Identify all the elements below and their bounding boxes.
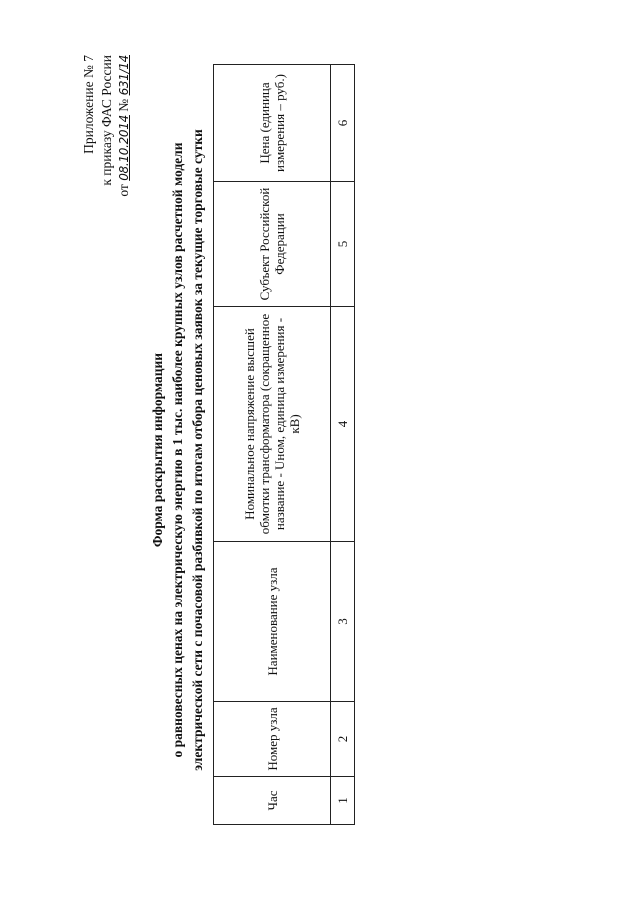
handwritten-date: 08.10.2014 xyxy=(117,115,131,181)
table-header-row xyxy=(214,65,331,825)
column-number: 1 xyxy=(331,777,355,825)
column-number: 4 xyxy=(331,307,355,542)
form-subtitle-line-1: о равновесных ценах на электрическую энергию в 1 тыс. наиболее крупных узлов расчетной модели xyxy=(170,142,185,758)
appendix-block xyxy=(80,55,134,255)
appendix-title: Приложение № 7 xyxy=(81,55,96,154)
appendix-order-ref: к приказу ФАС России xyxy=(98,55,114,186)
header-nominal-voltage: Номинальное напряжение высшей обмотки трансформатора (сокращенное название - Uном, единица измерения - кВ) xyxy=(214,307,331,542)
table-number-row xyxy=(331,65,355,825)
header-node-number: Номер узла xyxy=(214,702,331,777)
number-sign: № xyxy=(116,98,131,112)
header-hour: Час xyxy=(214,777,331,825)
date-prefix: от xyxy=(116,184,131,197)
handwritten-number: 631/14 xyxy=(117,55,131,96)
appendix-date-line xyxy=(115,55,134,255)
form-title: Форма раскрытия информации xyxy=(150,352,165,548)
header-node-name: Наименование узла xyxy=(214,542,331,702)
disclosure-table xyxy=(213,64,355,825)
column-number: 3 xyxy=(331,542,355,702)
column-number: 5 xyxy=(331,182,355,307)
header-price: Цена (единица измерения – руб.) xyxy=(214,65,331,182)
header-federal-subject: Субъект Российской Федерации xyxy=(214,182,331,307)
form-subtitle-line-2: электрической сети с почасовой разбивкой по итогам отбора ценовых заявок за текущие торговые сутки xyxy=(190,129,205,771)
form-heading xyxy=(148,70,208,830)
column-number: 2 xyxy=(331,702,355,777)
column-number: 6 xyxy=(331,65,355,182)
